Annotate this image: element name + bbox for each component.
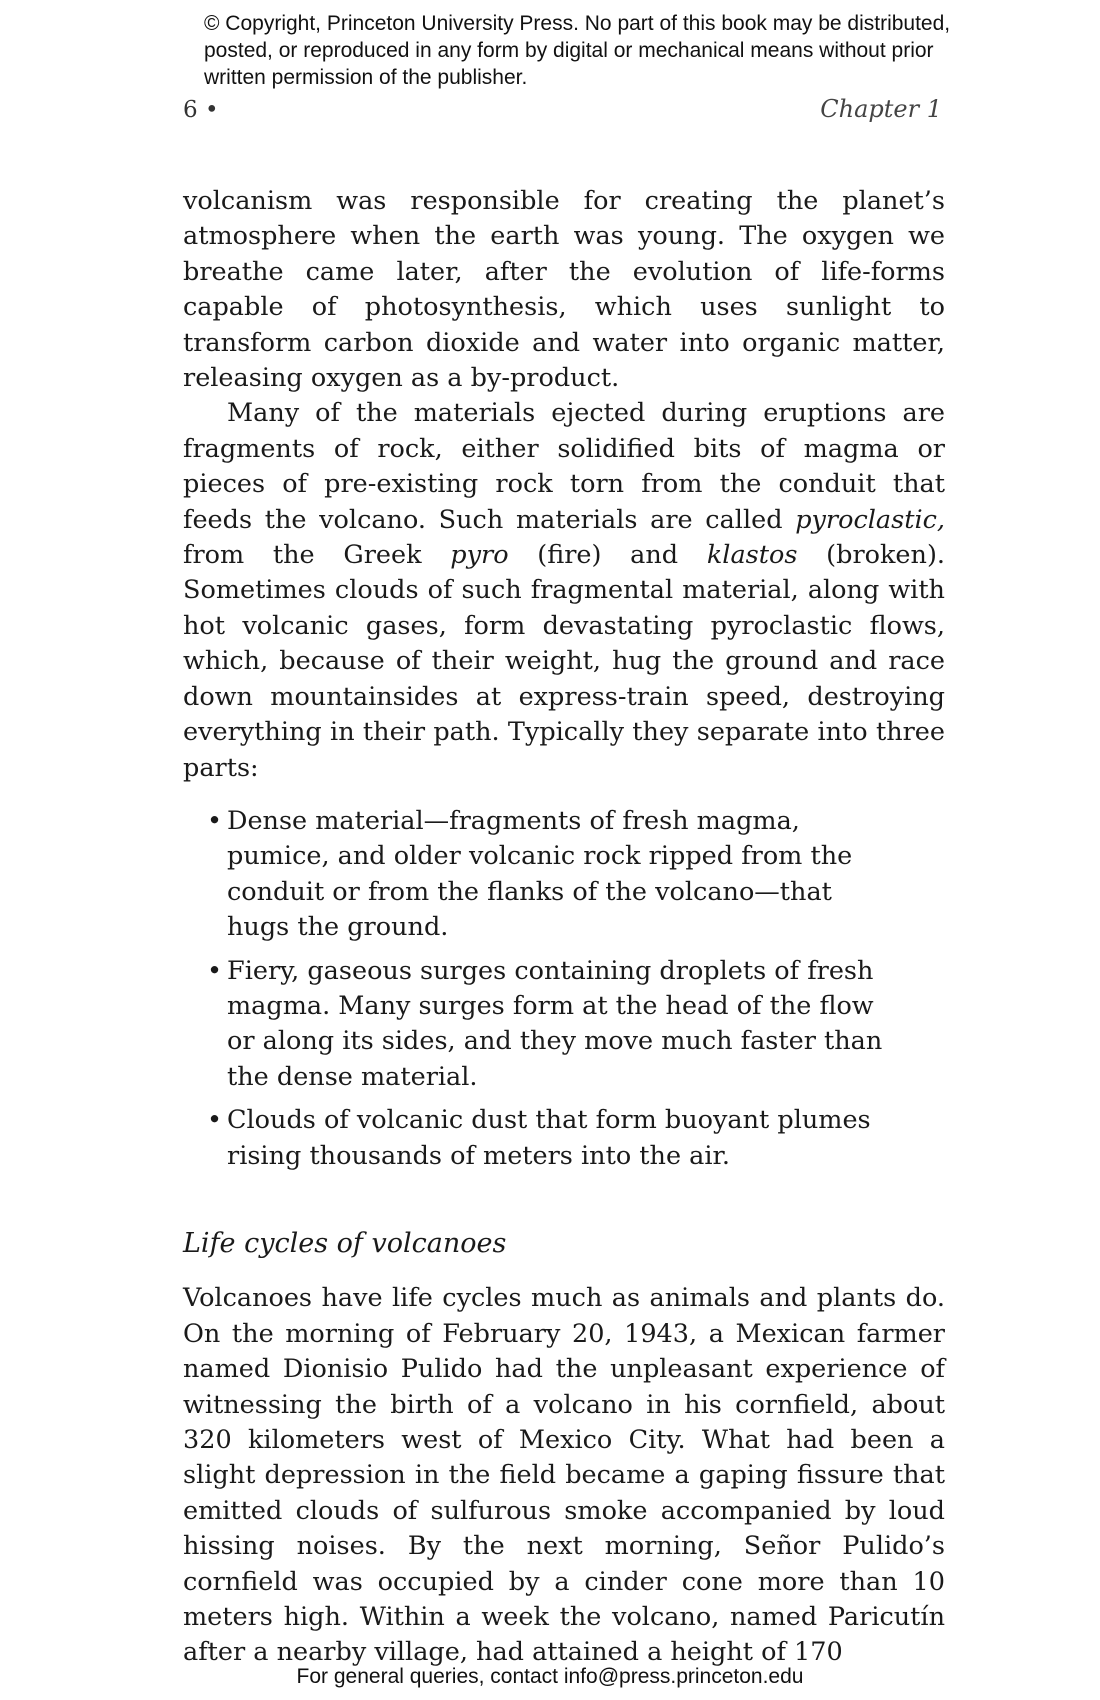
section-heading: Life cycles of volcanoes <box>183 1227 507 1259</box>
copyright-notice: © Copyright, Princeton University Press. No part of this book may be distributed, posted, or reproduced in any form by digital or mechanical means without prior written permission of the publisher. <box>204 12 951 89</box>
bullet-icon: • <box>207 805 223 836</box>
paragraph-pyroclastic <box>183 396 945 785</box>
term-pyro: pyro <box>450 540 509 571</box>
flow-parts-list <box>183 804 887 1174</box>
page-body <box>183 184 945 1671</box>
page-number: 6 • <box>183 97 219 123</box>
list-item <box>207 954 887 1096</box>
footer-contact: For general queries, contact info@press.princeton.edu <box>296 1665 804 1688</box>
list-item-text: Clouds of volcanic dust that form buoyant plumes rising thousands of meters into the air. <box>227 1105 871 1171</box>
term-klastos: klastos <box>706 540 798 571</box>
list-item-text: Dense material—fragments of fresh magma, pumice, and older volcanic rock ripped from the conduit or from the flanks of the volcano—that hugs the ground. <box>227 805 853 943</box>
paragraph-atmosphere: volcanism was responsible for creating the planet’s atmosphere when the earth was young. The oxygen we breathe came later, after the evolution of life-forms capable of photosynthesis, which uses sunlight to transform carbon dioxide and water into organic matter, releasing oxygen as a by-product. <box>183 186 945 394</box>
list-item <box>207 1103 887 1174</box>
list-item-text: Fiery, gaseous surges containing droplets of fresh magma. Many surges form at the head of the flow or along its sides, and they move much faster than the dense material. <box>227 955 883 1092</box>
bullet-icon: • <box>207 1105 223 1136</box>
bullet-icon: • <box>207 955 223 986</box>
term-pyroclastic: pyroclastic, <box>795 504 945 535</box>
list-item <box>207 804 887 946</box>
running-header-chapter: Chapter 1 <box>820 95 942 123</box>
paragraph-life-cycles: Volcanoes have life cycles much as animals and plants do. On the morning of February 20, 1943, a Mexican farmer named Dionisio Pulido had the unpleasant experience of witnessing the birth of a volcano in his cornfield, about 320 kilometers west of Mexico City. What had been a slight depression in the field became a gaping fissure that emitted clouds of sulfurous smoke accompanied by loud hissing noises. By the next morning, Señor Pulido’s cornfield was occupied by a cinder cone more than 10 meters high. Within a week the volcano, named Paricutín after a nearby village, had attained a height of 170 <box>183 1283 945 1668</box>
paragraph-text: (broken). Sometimes clouds of such fragmental material, along with hot volcanic gases, form devastating pyroclastic flows, which, because of their weight, hug the ground and race down mountainsides at express-train speed, destroying everything in their path. Typically they separate into three parts: <box>183 540 946 783</box>
paragraph-text: from the Greek <box>183 540 451 571</box>
paragraph-text: Many of the materials ejected during eruptions are fragments of rock, either solidified bits of magma or pieces of pre-existing rock torn from the conduit that feeds the volcano. Such materials are called <box>183 398 945 535</box>
paragraph-text: (fire) and <box>508 540 707 571</box>
